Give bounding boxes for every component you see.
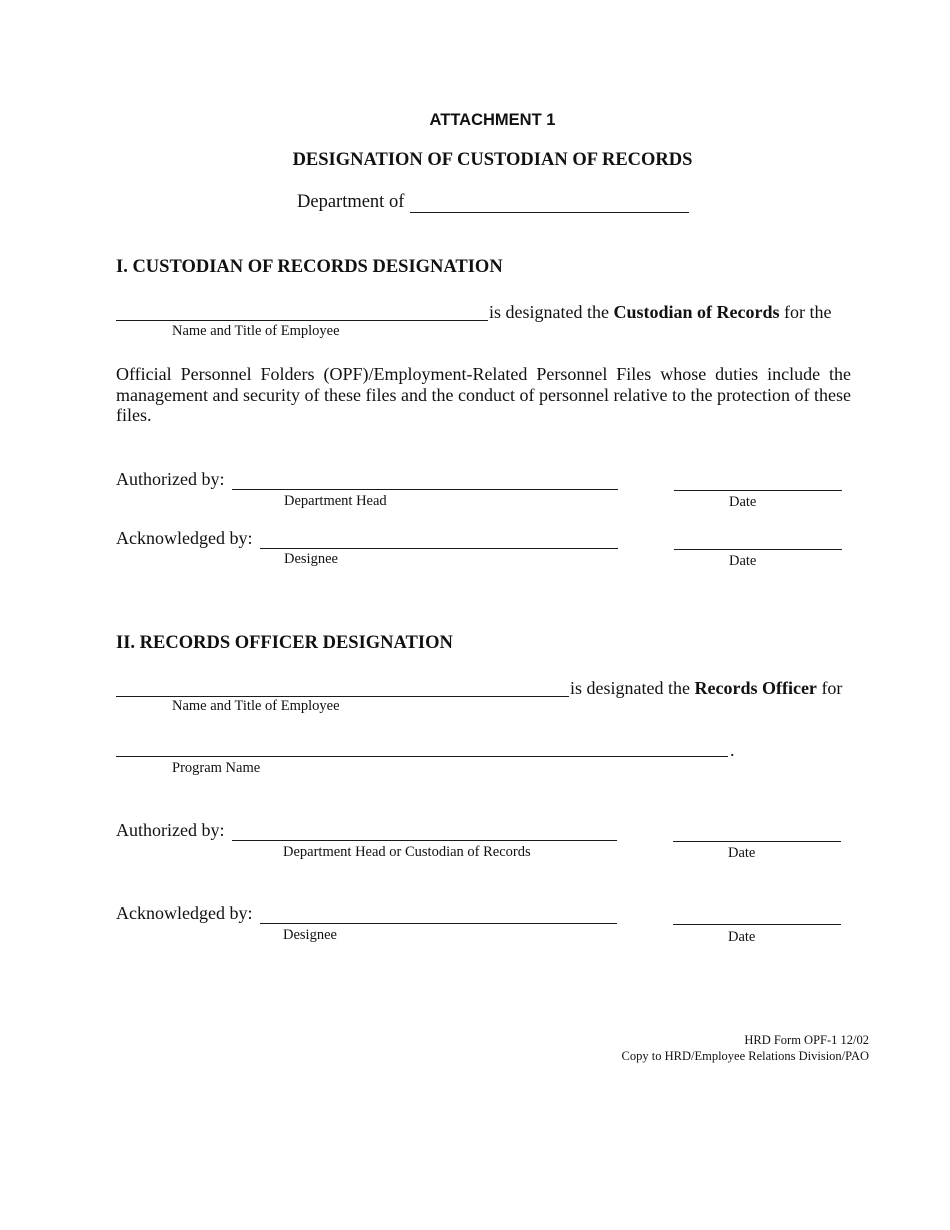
section-1-acknowledged-date-field[interactable] bbox=[674, 549, 842, 550]
section-2-acknowledged-signature-field[interactable] bbox=[260, 923, 617, 924]
custodian-designation-suffix: for the bbox=[779, 302, 832, 322]
section-1-heading: I. CUSTODIAN OF RECORDS DESIGNATION bbox=[116, 257, 503, 277]
custodian-designation-text bbox=[489, 302, 831, 323]
section-2-authorized-date-field[interactable] bbox=[673, 841, 841, 842]
department-label: Department of bbox=[297, 192, 405, 212]
custodian-name-caption: Name and Title of Employee bbox=[172, 323, 340, 339]
section-1-authorized-date-caption: Date bbox=[729, 494, 757, 510]
section-2-heading: II. RECORDS OFFICER DESIGNATION bbox=[116, 633, 453, 653]
section-2-authorized-date-caption: Date bbox=[728, 845, 756, 861]
records-officer-designation-suffix: for bbox=[816, 678, 843, 698]
program-name-caption: Program Name bbox=[172, 760, 261, 776]
section-2-authorized-caption: Department Head or Custodian of Records bbox=[283, 844, 531, 860]
program-name-period: . bbox=[730, 740, 735, 760]
section-1-authorized-caption: Department Head bbox=[284, 493, 387, 509]
section-1-authorized-label: Authorized by: bbox=[116, 469, 225, 489]
section-1-acknowledged-date-caption: Date bbox=[729, 553, 757, 569]
section-2-acknowledged-date-field[interactable] bbox=[673, 924, 841, 925]
records-officer-name-caption: Name and Title of Employee bbox=[172, 698, 340, 714]
section-2-acknowledged-date-caption: Date bbox=[728, 929, 756, 945]
form-id: HRD Form OPF-1 12/02 bbox=[744, 1033, 869, 1047]
section-1-authorized-date-field[interactable] bbox=[674, 490, 842, 491]
section-2-acknowledged-caption: Designee bbox=[283, 927, 337, 943]
records-officer-designation-text bbox=[570, 678, 842, 699]
records-officer-name-field[interactable] bbox=[116, 696, 569, 697]
page-title: DESIGNATION OF CUSTODIAN OF RECORDS bbox=[292, 150, 693, 170]
custodian-designation-prefix: is designated the bbox=[489, 302, 614, 322]
custodian-designation-bold: Custodian of Records bbox=[613, 302, 780, 322]
records-officer-designation-prefix: is designated the bbox=[570, 678, 695, 698]
section-1-acknowledged-caption: Designee bbox=[284, 551, 338, 567]
section-2-acknowledged-label: Acknowledged by: bbox=[116, 903, 253, 923]
copy-to-note: Copy to HRD/Employee Relations Division/PAO bbox=[621, 1049, 869, 1063]
section-1-acknowledged-label: Acknowledged by: bbox=[116, 528, 253, 548]
attachment-label: ATTACHMENT 1 bbox=[429, 111, 556, 129]
records-officer-designation-bold: Records Officer bbox=[694, 678, 817, 698]
section-2-authorized-signature-field[interactable] bbox=[232, 840, 617, 841]
section-2-authorized-label: Authorized by: bbox=[116, 820, 225, 840]
department-field[interactable] bbox=[410, 212, 689, 213]
section-1-authorized-signature-field[interactable] bbox=[232, 489, 618, 490]
program-name-field[interactable] bbox=[116, 756, 728, 757]
section-1-acknowledged-signature-field[interactable] bbox=[260, 548, 618, 549]
custodian-paragraph: Official Personnel Folders (OPF)/Employment-Related Personnel Files whose duties include the management and security of these files and the conduct of personnel relative to the protection of these files. bbox=[116, 364, 851, 425]
custodian-name-field[interactable] bbox=[116, 320, 488, 321]
